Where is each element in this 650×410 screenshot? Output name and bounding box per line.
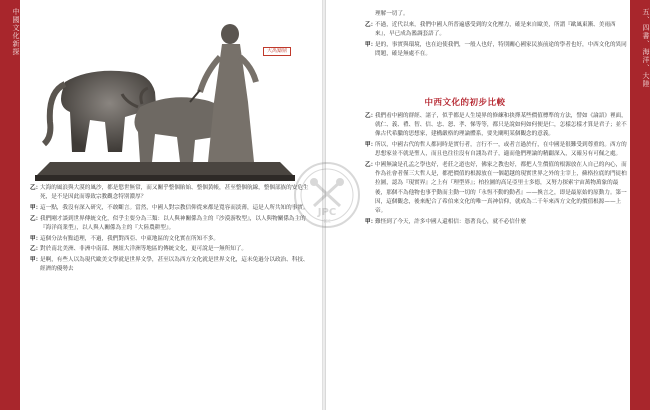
speaker-label: 乙：: [30, 185, 42, 191]
right-page: [325, 0, 650, 410]
dialogue-text: 中國無論是孔孟之學也好，老莊之道也好，佛家之教也好，都把人生價值的根源放在人自己的內心，而作為社會者僅三大哲人是，都把價值的根源放在一個超越的現實世界之外的主宰上，蘇格拉底的門徒柏拉圖，認為『現實界』之上有『理型界』；柏拉圖的高足亞里士多德，又努力探索宇宙萬物萬象的最後，那個不為他物也事乎動而主動一切的『永恆不動的動者』——換言之，即是最原始的原動力。第一因，這個觀念，後來配合了希伯來文化的唯一真神信仰，就成為二千年來西方文化的價值根源——上帝。: [375, 162, 627, 215]
right-top-dialogue: [365, 10, 627, 61]
speaker-label: 乙：: [365, 113, 377, 119]
speaker-label: 甲：: [30, 204, 42, 211]
left-side-strip: [0, 0, 20, 410]
speaker-label: 甲：: [365, 142, 377, 149]
dialogue-text: 是的，事實與環境，也在迫使我們，一般人也好，特別關心國家民族前途的學者也好，中西文化的異同問題，確是無處不在。: [375, 41, 627, 57]
speaker-label: [365, 10, 375, 19]
dialogue-text: 難怪到了今天，許多中國人還相信：憑著良心，就不必信什麼: [375, 218, 527, 225]
dialogue-entry: [30, 256, 310, 274]
speaker-label: 乙：: [30, 215, 42, 222]
dialogue-entry: [30, 235, 310, 244]
dialogue-entry: [30, 204, 310, 213]
speaker-label: 甲：: [30, 235, 42, 242]
speaker-label: 乙：: [365, 21, 377, 28]
dialogue-entry: [30, 215, 310, 233]
left-dialogue: [30, 184, 310, 276]
photo-caption-tag: 大禹鑄鼎: [263, 47, 291, 56]
speaker-label: 乙：: [365, 162, 377, 169]
speaker-label: 甲：: [30, 256, 42, 263]
speaker-label: 甲：: [365, 41, 377, 48]
left-page: [0, 0, 323, 410]
dialogue-text: 這個分法有點道理，不過，我們對西亞、中東地區的文化實在所知不多。: [40, 235, 220, 242]
dialogue-text: 對於南北美洲、非洲中南部、澳紐大洋洲等地區的傳統文化，更可說是一無所知了。: [40, 246, 247, 253]
right-dialogue: [365, 112, 627, 228]
dialogue-text: 大海的風浪與大漠的風沙，都是慾世無常，而又關乎整個貽始、整個黃帳，甚至整個航線，整個部族的安危生死，是不是因此而導致宗教觀念特別濃厚？: [40, 185, 309, 201]
speaker-label: 乙：: [30, 246, 42, 253]
clay-figure-illustration: [30, 12, 315, 184]
right-side-strip: [630, 0, 650, 410]
watermark-subtext: HK: [323, 219, 331, 225]
dialogue-text: 我們看中國的群經、諸子，似乎都是人生境界的修練和抉擇某些價值標準的方法，譬如《論語》裡面，就仁、義、禮、智、信、忠、恕、孝、悌等等，都只是說如何如何便是仁，怎樣怎樣才算是君子；並不像古代希臘的思想家，建構嚴格的理論體系，要先闡明某個觀念的意義。: [375, 113, 627, 138]
dialogue-entry: [365, 10, 627, 19]
watermark-text: JPC: [317, 207, 337, 218]
right-running-title: 五、四書、海洋、大陸: [642, 8, 650, 88]
dialogue-entry: [365, 112, 627, 140]
speaker-label: 甲：: [365, 218, 377, 225]
watermark-logo-icon: [292, 160, 362, 230]
dialogue-entry: [365, 218, 627, 227]
dialogue-text: 所以，中國古代的哲人都同時是實行者，言行不一，或者言過於行，在中國是很難受到尊重的。西方的思想家並不就是聖人，而且也往往沒有自詡為君子，適而他們理論的精闢深入，又確另有可佩之處。: [375, 142, 627, 158]
dialogue-entry: [30, 245, 310, 254]
dialogue-entry: [365, 41, 627, 59]
section-heading: 中西文化的初步比較: [424, 98, 506, 108]
dialogue-text: 是啊，有些人以為現代歐美文學就是世界文學，甚至以為西方文化就是世界文化，這未免過分以政治、科技、經濟的優勢去: [40, 256, 309, 273]
clay-figure-photo: [30, 12, 315, 184]
dialogue-entry: [365, 21, 627, 39]
dialogue-text: 理解一切了。: [375, 11, 409, 17]
dialogue-text: 不過，近代以來，我們中國人所普遍感受到的文化壓力，確是來自歐美，所謂『歐風東漸、美雨西來』，早已成為濫調套語了。: [375, 21, 616, 37]
dialogue-entry: [365, 141, 627, 159]
dialogue-text: 我們剛才談到世界傳統文化，似乎主要分為三類：以人與神關係為主的『沙漠游牧型』，以人與物關係為主的『海洋商業型』，以人與人關係為主的『大陸農耕型』。: [40, 215, 306, 231]
dialogue-entry: [365, 161, 627, 216]
dialogue-text: 這一點，我沒有深入研究，不敢斷言。當然，中國人對宗教信仰從來都是寬容而淡薄，這是人所共知的事實。: [40, 204, 309, 211]
left-running-title: 中國文化新探: [12, 8, 20, 56]
watermark-stamp: [292, 160, 362, 230]
dialogue-entry: [30, 184, 310, 202]
